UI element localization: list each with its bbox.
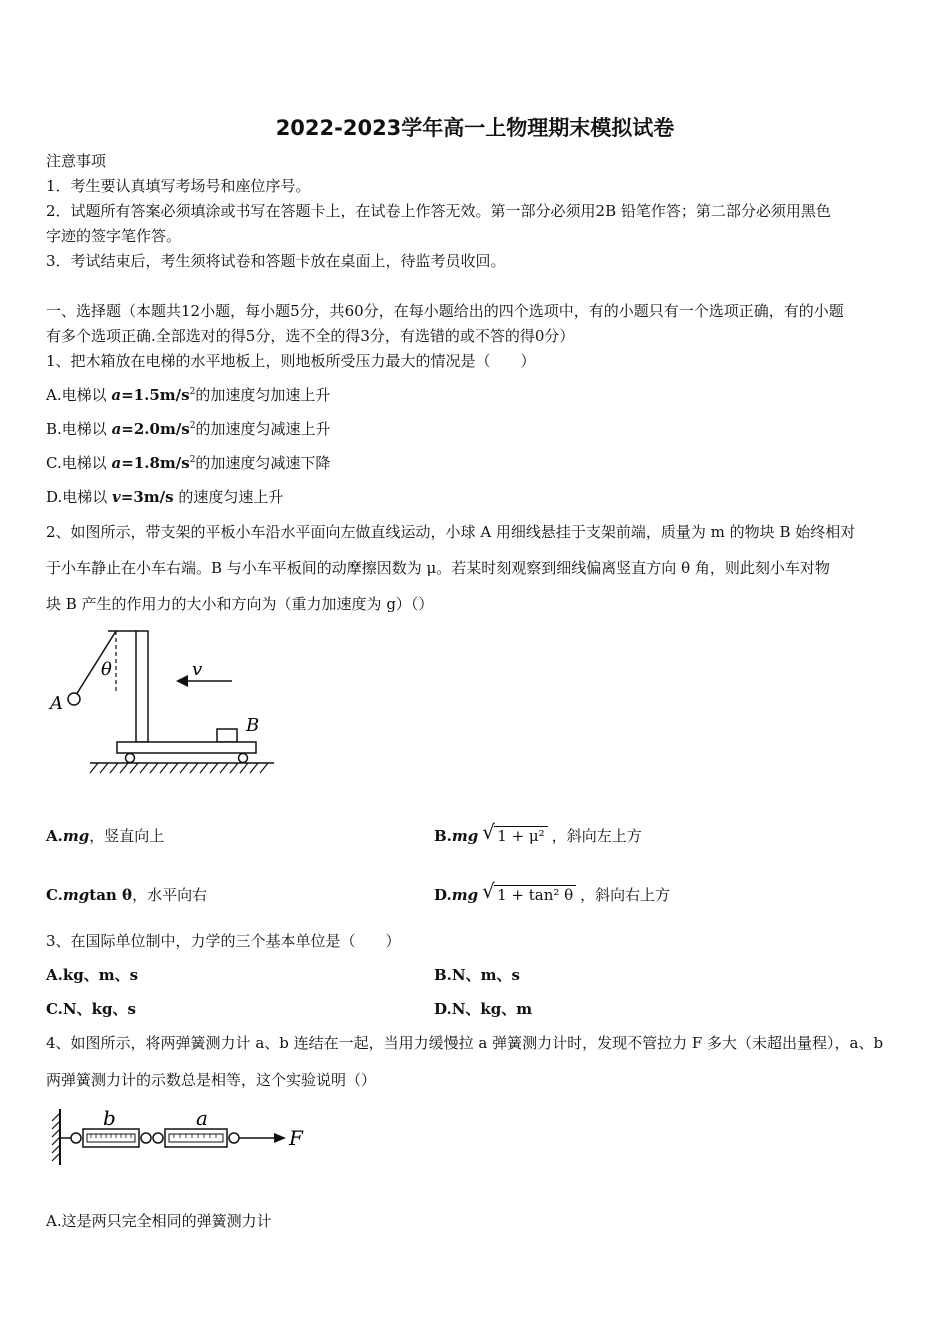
q1-option-c: C.电梯以 $a=1.8m/s^2$的加速度匀减速下降 [46, 454, 331, 472]
notice-item: 字迹的签字笔作答。 [46, 227, 182, 245]
q4-stem: 两弹簧测力计的示数总是相等，这个实验说明（） [46, 1071, 377, 1089]
scale-a-label: a [196, 1106, 208, 1130]
q3-option-d: D.N、kg、m [434, 1000, 533, 1018]
q1-option-a: A.电梯以 $a=1.5m/s^2$的加速度匀加速上升 [46, 386, 331, 404]
block-b [217, 729, 237, 742]
q3-option-c: C.N、kg、s [46, 1000, 136, 1018]
q2-option-b: B.mg√ 1 + μ² ，斜向左上方 [434, 825, 642, 847]
notice-item: 3．考试结束后，考生须将试卷和答题卡放在桌面上，待监考员收回。 [46, 252, 506, 270]
theta-label: θ [101, 659, 112, 680]
block-b-label: B [246, 715, 260, 736]
q2-option-c: C.mgtan θ，水平向右 [46, 886, 208, 904]
ball-a-label: A [50, 693, 63, 714]
force-label: F [289, 1126, 303, 1150]
q2-stem: 块 B 产生的作用力的大小和方向为（重力加速度为 g）（） [46, 595, 434, 613]
velocity-label: v [192, 659, 203, 680]
force-arrow [274, 1133, 286, 1143]
section-intro: 有多个选项正确.全部选对的得5分，选不全的得3分，有选错的或不答的得0分） [46, 327, 575, 345]
q3-option-b: B.N、m、s [434, 966, 520, 984]
cart-platform [117, 742, 256, 753]
q1-stem: 1、把木箱放在电梯的水平地板上，则地板所受压力最大的情况是（ ） [46, 352, 536, 370]
q2-option-a: A.mg，竖直向上 [46, 827, 165, 845]
q3-option-a: A.kg、m、s [46, 966, 139, 984]
cart-figure [46, 625, 286, 780]
q2-stem: 2、如图所示，带支架的平板小车沿水平面向左做直线运动，小球 A 用细线悬挂于支架前端，质量为 m 的物块 B 始终相对 [46, 523, 856, 541]
section-intro: 一、选择题（本题共12小题，每小题5分，共60分，在每小题给出的四个选项中，有的小题只有一个选项正确，有的小题 [46, 302, 844, 320]
notice-heading: 注意事项 [46, 152, 107, 170]
notice-item: 2．试题所有答案必须填涂或书写在答题卡上，在试卷上作答无效。第一部分必须用2B 铅笔作答；第二部分必须用黑色 [46, 202, 831, 220]
q3-stem: 3、在国际单位制中，力学的三个基本单位是（ ） [46, 932, 401, 950]
q1-option-d: D.电梯以 v=3m/s 的速度匀速上升 [46, 488, 284, 506]
ball-a [68, 693, 80, 705]
spring-scales-figure [46, 1105, 316, 1170]
q4-stem: 4、如图所示，将两弹簧测力计 a、b 连结在一起，当用力缓慢拉 a 弹簧测力计时，发现不管拉力 F 多大（未超出量程），a、b [46, 1034, 884, 1052]
q1-option-b: B.电梯以 $a=2.0m/s^2$的加速度匀减速上升 [46, 420, 331, 438]
scale-b-label: b [103, 1106, 116, 1130]
notice-item: 1．考生要认真填写考场号和座位序号。 [46, 177, 311, 195]
q2-stem: 于小车静止在小车右端。B 与小车平板间的动摩擦因数为 μ。若某时刻观察到细线偏离竖直方向 θ 角，则此刻小车对物 [46, 559, 830, 577]
q2-option-d: D.mg√ 1 + tan² θ ，斜向右上方 [434, 884, 670, 906]
q4-option-a: A.这是两只完全相同的弹簧测力计 [46, 1212, 272, 1230]
velocity-arrow [176, 675, 188, 687]
page-title: 2022-2023学年高一上物理期末模拟试卷 [275, 116, 675, 140]
